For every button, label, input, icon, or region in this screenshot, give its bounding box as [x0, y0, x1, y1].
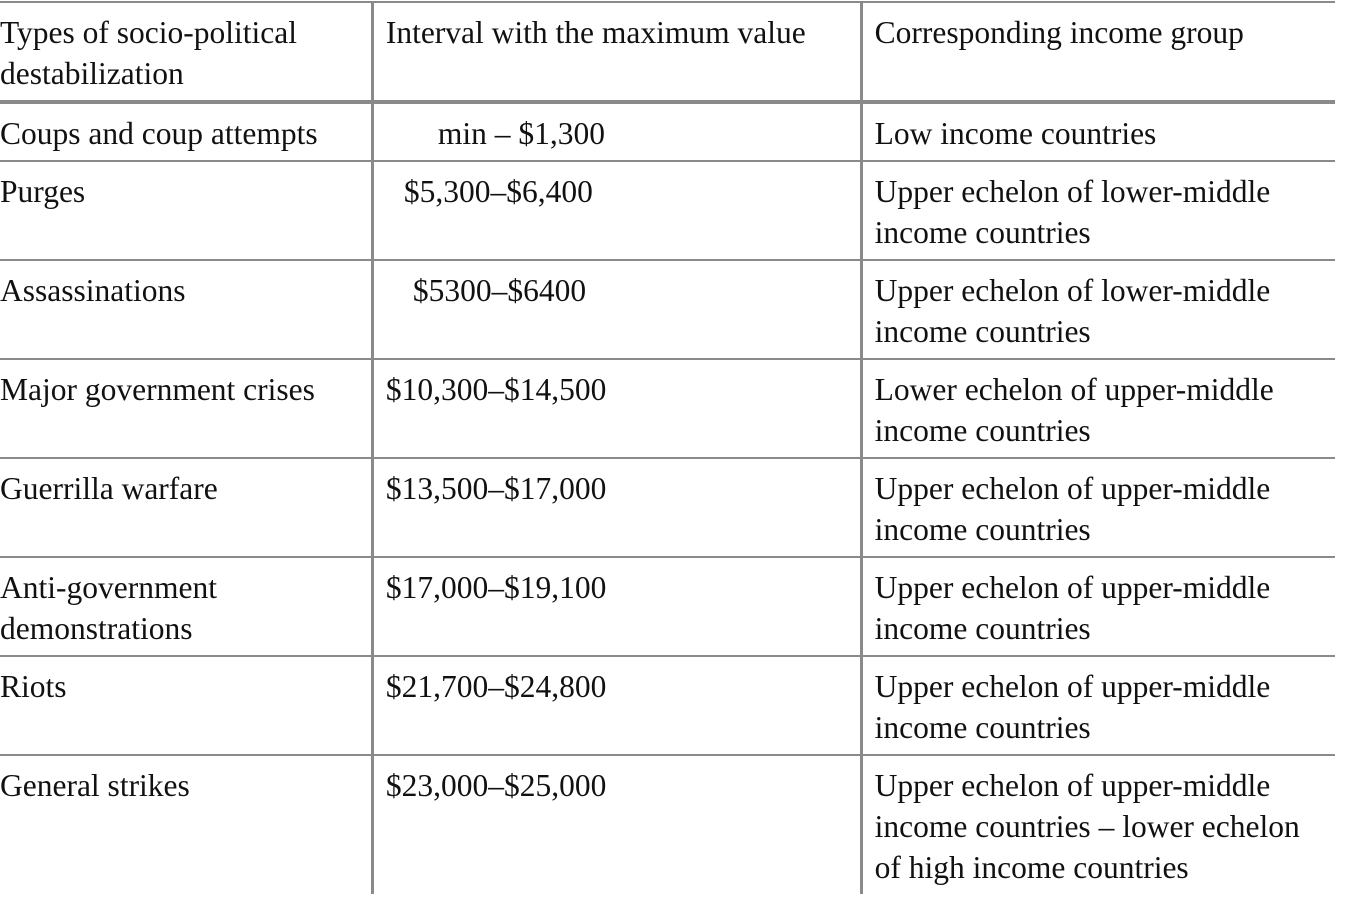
- cell-interval: $13,500–$17,000: [372, 458, 861, 557]
- cell-income-group: Upper echelon of upper-middle income countries: [874, 471, 1271, 547]
- table-row: [0, 161, 1335, 260]
- cell-income-group: Lower echelon of upper-middle income countries: [874, 372, 1274, 448]
- table-row: [0, 557, 1335, 656]
- cell-interval: min – $1,300: [372, 102, 861, 161]
- cell-type: Coups and coup attempts: [0, 102, 372, 161]
- header-interval: Interval with the maximum value: [372, 2, 861, 102]
- table-row: [0, 458, 1335, 557]
- cell-type: General strikes: [0, 755, 372, 894]
- destabilization-table: [0, 1, 1335, 894]
- cell-type: Guerrilla warfare: [0, 458, 372, 557]
- cell-interval: $5300–$6400: [372, 260, 861, 359]
- table-row: [0, 359, 1335, 458]
- cell-income-group: Upper echelon of upper-middle income countries – lower echelon of high income countries: [874, 768, 1300, 885]
- cell-type: Anti-government demonstrations: [0, 557, 372, 656]
- cell-type: Purges: [0, 161, 372, 260]
- table-row: [0, 755, 1335, 894]
- header-type: Types of socio-political destabilization: [0, 2, 372, 102]
- cell-interval: $5,300–$6,400: [372, 161, 861, 260]
- cell-interval: $21,700–$24,800: [372, 656, 861, 755]
- table-row: [0, 102, 1335, 161]
- table-row: [0, 656, 1335, 755]
- cell-interval: $10,300–$14,500: [372, 359, 861, 458]
- table-header-row: [0, 2, 1335, 102]
- cell-interval: $23,000–$25,000: [372, 755, 861, 894]
- cell-income-group: Upper echelon of lower-middle income countries: [874, 174, 1271, 250]
- cell-type: Riots: [0, 656, 372, 755]
- cell-income-group: Low income countries: [874, 116, 1157, 151]
- cell-income-group: Upper echelon of upper-middle income countries: [874, 669, 1271, 745]
- cell-type: Assassinations: [0, 260, 372, 359]
- cell-type: Major government crises: [0, 359, 372, 458]
- header-income-group: Corresponding income group: [874, 15, 1244, 50]
- table-row: [0, 260, 1335, 359]
- cell-interval: $17,000–$19,100: [372, 557, 861, 656]
- cell-income-group: Upper echelon of lower-middle income countries: [874, 273, 1271, 349]
- cell-income-group: Upper echelon of upper-middle income countries: [874, 570, 1271, 646]
